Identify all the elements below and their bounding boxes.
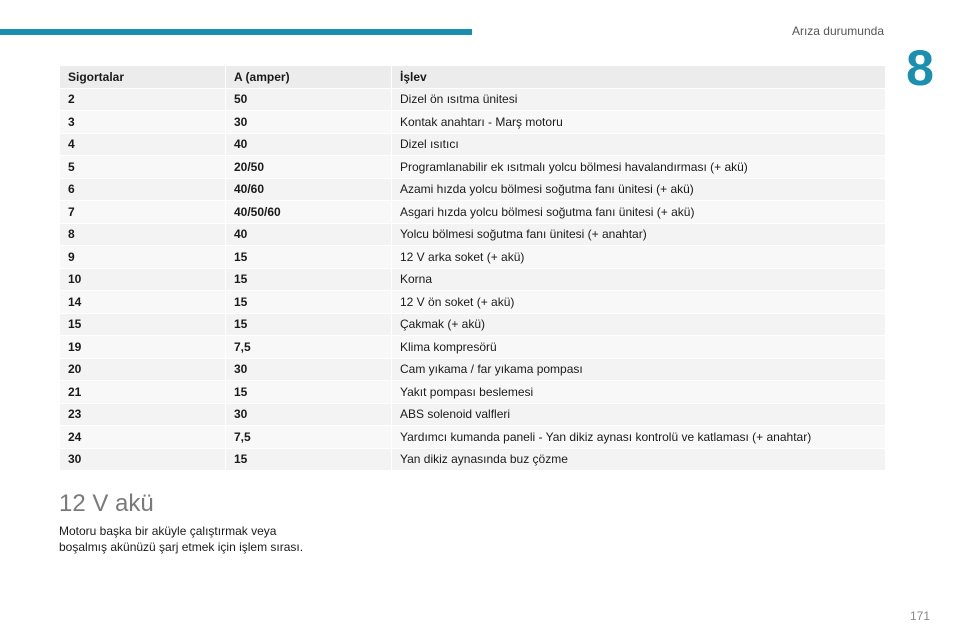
cell-fuse: 14: [60, 291, 226, 314]
cell-fuse: 7: [60, 201, 226, 224]
cell-function: Dizel ısıtıcı: [392, 133, 886, 156]
table-row: [60, 403, 886, 426]
fuse-table: [59, 65, 886, 471]
cell-function: 12 V arka soket (+ akü): [392, 246, 886, 269]
cell-amp: 40: [226, 133, 392, 156]
cell-amp: 15: [226, 381, 392, 404]
cell-amp: 50: [226, 88, 392, 111]
cell-fuse: 24: [60, 426, 226, 449]
cell-fuse: 8: [60, 223, 226, 246]
table-row: [60, 201, 886, 224]
cell-function: Cam yıkama / far yıkama pompası: [392, 358, 886, 381]
page-number: 171: [909, 609, 930, 623]
cell-fuse: 20: [60, 358, 226, 381]
column-header-fuse: Sigortalar: [60, 66, 226, 89]
cell-fuse: 19: [60, 336, 226, 359]
cell-fuse: 5: [60, 156, 226, 179]
table-row: [60, 178, 886, 201]
cell-function: Yardımcı kumanda paneli - Yan dikiz aynası kontrolü ve katlaması (+ anahtar): [392, 426, 886, 449]
table-row: [60, 268, 886, 291]
cell-function: Programlanabilir ek ısıtmalı yolcu bölmesi havalandırması (+ akü): [392, 156, 886, 179]
cell-fuse: 10: [60, 268, 226, 291]
cell-fuse: 21: [60, 381, 226, 404]
table-row: [60, 426, 886, 449]
cell-fuse: 9: [60, 246, 226, 269]
cell-amp: 40/60: [226, 178, 392, 201]
cell-function: ABS solenoid valfleri: [392, 403, 886, 426]
section-text: Motoru başka bir aküyle çalıştırmak veya boşalmış akünüzü şarj etmek için işlem sırası.: [59, 524, 304, 554]
cell-amp: 7,5: [226, 426, 392, 449]
cell-amp: 20/50: [226, 156, 392, 179]
cell-fuse: 30: [60, 448, 226, 471]
cell-function: Yolcu bölmesi soğutma fanı ünitesi (+ anahtar): [392, 223, 886, 246]
cell-fuse: 6: [60, 178, 226, 201]
table-row: [60, 381, 886, 404]
cell-function: Asgari hızda yolcu bölmesi soğutma fanı ünitesi (+ akü): [392, 201, 886, 224]
cell-amp: 15: [226, 313, 392, 336]
cell-function: Azami hızda yolcu bölmesi soğutma fanı ünitesi (+ akü): [392, 178, 886, 201]
chapter-number: 8: [906, 40, 934, 96]
header-accent-bar: [0, 29, 472, 35]
table-row: [60, 88, 886, 111]
cell-fuse: 15: [60, 313, 226, 336]
cell-fuse: 2: [60, 88, 226, 111]
table-row: [60, 111, 886, 134]
cell-function: 12 V ön soket (+ akü): [392, 291, 886, 314]
cell-amp: 15: [226, 448, 392, 471]
table-row: [60, 358, 886, 381]
table-row: [60, 156, 886, 179]
column-header-amp: A (amper): [226, 66, 392, 89]
cell-amp: 15: [226, 246, 392, 269]
cell-function: Dizel ön ısıtma ünitesi: [392, 88, 886, 111]
table-header-row: [60, 66, 886, 89]
cell-amp: 40/50/60: [226, 201, 392, 224]
cell-function: Korna: [392, 268, 886, 291]
chapter-title: Arıza durumunda: [791, 24, 884, 38]
cell-amp: 40: [226, 223, 392, 246]
table-row: [60, 246, 886, 269]
cell-amp: 30: [226, 111, 392, 134]
cell-amp: 15: [226, 268, 392, 291]
cell-function: Yan dikiz aynasında buz çözme: [392, 448, 886, 471]
cell-amp: 7,5: [226, 336, 392, 359]
table-row: [60, 336, 886, 359]
table-row: [60, 448, 886, 471]
cell-fuse: 23: [60, 403, 226, 426]
cell-amp: 30: [226, 358, 392, 381]
table-row: [60, 133, 886, 156]
cell-amp: 30: [226, 403, 392, 426]
table-row: [60, 223, 886, 246]
cell-fuse: 4: [60, 133, 226, 156]
cell-amp: 15: [226, 291, 392, 314]
cell-function: Çakmak (+ akü): [392, 313, 886, 336]
cell-fuse: 3: [60, 111, 226, 134]
column-header-function: İşlev: [392, 66, 886, 89]
section-title: 12 V akü: [59, 490, 154, 517]
table-row: [60, 313, 886, 336]
cell-function: Yakıt pompası beslemesi: [392, 381, 886, 404]
cell-function: Kontak anahtarı - Marş motoru: [392, 111, 886, 134]
cell-function: Klima kompresörü: [392, 336, 886, 359]
fuse-table-body: [60, 88, 886, 471]
table-row: [60, 291, 886, 314]
